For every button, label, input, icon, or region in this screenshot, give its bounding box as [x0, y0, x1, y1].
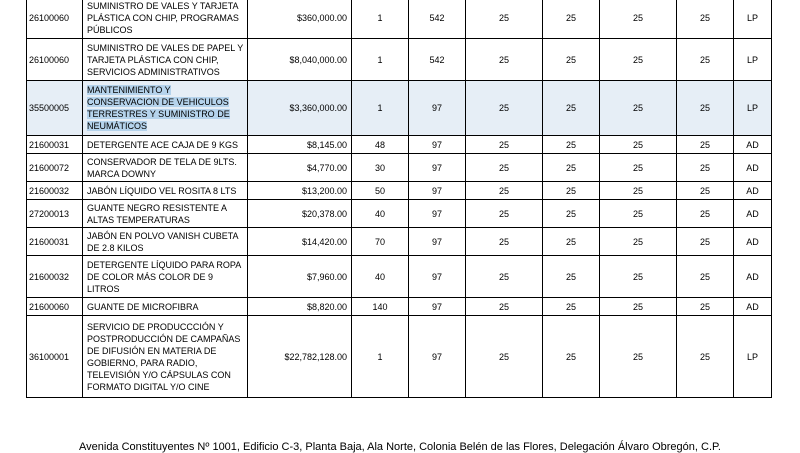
procurement-table — [26, 0, 772, 398]
clave-cell: 35500005 — [27, 81, 83, 136]
descripcion-cell: DETERGENTE LÍQUIDO PARA ROPA DE COLOR MÁS COLOR DE 9 LITROS — [83, 256, 248, 298]
tipo-cell: LP — [734, 316, 772, 398]
tipo-cell: AD — [734, 228, 772, 256]
value-cell: 25 — [677, 39, 734, 81]
value-cell: 97 — [409, 316, 466, 398]
value-cell: 25 — [466, 136, 543, 154]
descripcion-cell: DETERGENTE ACE CAJA DE 9 KGS — [83, 136, 248, 154]
value-cell: 1 — [352, 316, 409, 398]
table-row — [27, 0, 772, 39]
clave-cell: 21600060 — [27, 298, 83, 316]
value-cell: 70 — [352, 228, 409, 256]
descripcion-cell: JABÓN EN POLVO VANISH CUBETA DE 2.8 KILOS — [83, 228, 248, 256]
value-cell: 97 — [409, 182, 466, 200]
monto-cell: $3,360,000.00 — [248, 81, 352, 136]
value-cell: 48 — [352, 136, 409, 154]
tipo-cell: LP — [734, 39, 772, 81]
value-cell: 25 — [466, 0, 543, 39]
value-cell: 97 — [409, 200, 466, 228]
tipo-cell: AD — [734, 200, 772, 228]
table-row — [27, 182, 772, 200]
descripcion-cell: GUANTE NEGRO RESISTENTE A ALTAS TEMPERATURAS — [83, 200, 248, 228]
table-row — [27, 316, 772, 398]
value-cell: 25 — [677, 0, 734, 39]
value-cell: 25 — [677, 81, 734, 136]
value-cell: 25 — [543, 39, 600, 81]
monto-cell: $360,000.00 — [248, 0, 352, 39]
value-cell: 40 — [352, 200, 409, 228]
table-row — [27, 200, 772, 228]
value-cell: 542 — [409, 39, 466, 81]
value-cell: 30 — [352, 154, 409, 182]
value-cell: 1 — [352, 0, 409, 39]
tipo-cell: AD — [734, 182, 772, 200]
tipo-cell: AD — [734, 256, 772, 298]
descripcion-cell: SUMINISTRO DE VALES DE PAPEL Y TARJETA PLÁSTICA CON CHIP, SERVICIOS ADMINISTRATIVOS — [83, 39, 248, 81]
value-cell: 97 — [409, 298, 466, 316]
tipo-cell: LP — [734, 0, 772, 39]
value-cell: 40 — [352, 256, 409, 298]
value-cell: 25 — [600, 228, 677, 256]
value-cell: 97 — [409, 154, 466, 182]
value-cell: 25 — [600, 316, 677, 398]
monto-cell: $8,145.00 — [248, 136, 352, 154]
selected-text: MANTENIMIENTO Y CONSERVACION DE VEHICULOS TERRESTRES Y SUMINISTRO DE NEUMÁTICOS — [87, 85, 230, 131]
value-cell: 1 — [352, 81, 409, 136]
table-row — [27, 39, 772, 81]
value-cell: 25 — [677, 228, 734, 256]
value-cell: 25 — [543, 136, 600, 154]
value-cell: 25 — [677, 154, 734, 182]
clave-cell: 21600072 — [27, 154, 83, 182]
value-cell: 25 — [677, 182, 734, 200]
value-cell: 25 — [543, 228, 600, 256]
clave-cell: 26100060 — [27, 0, 83, 39]
value-cell: 50 — [352, 182, 409, 200]
table-row-selected — [27, 81, 772, 136]
value-cell: 25 — [600, 81, 677, 136]
clave-cell: 36100001 — [27, 316, 83, 398]
value-cell: 25 — [543, 182, 600, 200]
monto-cell: $8,820.00 — [248, 298, 352, 316]
tipo-cell: AD — [734, 154, 772, 182]
value-cell: 25 — [600, 256, 677, 298]
tipo-cell: AD — [734, 298, 772, 316]
value-cell: 25 — [466, 39, 543, 81]
clave-cell: 21600032 — [27, 256, 83, 298]
value-cell: 140 — [352, 298, 409, 316]
descripcion-cell: GUANTE DE MICROFIBRA — [83, 298, 248, 316]
value-cell: 25 — [600, 136, 677, 154]
tipo-cell: AD — [734, 136, 772, 154]
value-cell: 25 — [600, 182, 677, 200]
page-footer-address: Avenida Constituyentes Nº 1001, Edificio C-3, Planta Baja, Ala Norte, Colonia Belén de las Flores, Delegación Álvaro Obregón, C.P. — [79, 441, 721, 453]
value-cell: 25 — [543, 0, 600, 39]
table-row — [27, 228, 772, 256]
descripcion-cell: SERVICIO DE PRODUCCCIÓN Y POSTPRODUCCIÓN DE CAMPAÑAS DE DIFUSIÓN EN MATERIA DE GOBIERNO, PARA RADIO, TELEVISIÓN Y/O CÁPSULAS CON FORMATO DIGITAL Y/O CINE — [83, 316, 248, 398]
value-cell: 542 — [409, 0, 466, 39]
table-row — [27, 136, 772, 154]
descripcion-cell — [83, 81, 248, 136]
value-cell: 25 — [543, 256, 600, 298]
value-cell: 25 — [466, 228, 543, 256]
value-cell: 1 — [352, 39, 409, 81]
value-cell: 25 — [600, 298, 677, 316]
value-cell: 25 — [466, 200, 543, 228]
value-cell: 25 — [466, 256, 543, 298]
clave-cell: 21600031 — [27, 228, 83, 256]
value-cell: 97 — [409, 256, 466, 298]
table-row — [27, 154, 772, 182]
value-cell: 25 — [677, 200, 734, 228]
value-cell: 25 — [466, 154, 543, 182]
clave-cell: 27200013 — [27, 200, 83, 228]
descripcion-cell: CONSERVADOR DE TELA DE 9LTS. MARCA DOWNY — [83, 154, 248, 182]
value-cell: 25 — [543, 298, 600, 316]
descripcion-cell: JABÓN LÍQUIDO VEL ROSITA 8 LTS — [83, 182, 248, 200]
value-cell: 25 — [466, 81, 543, 136]
value-cell: 97 — [409, 81, 466, 136]
monto-cell: $13,200.00 — [248, 182, 352, 200]
value-cell: 25 — [543, 200, 600, 228]
value-cell: 97 — [409, 136, 466, 154]
value-cell: 25 — [677, 256, 734, 298]
descripcion-cell: SUMINISTRO DE VALES Y TARJETA PLÁSTICA CON CHIP, PROGRAMAS PÚBLICOS — [83, 0, 248, 39]
monto-cell: $22,782,128.00 — [248, 316, 352, 398]
value-cell: 97 — [409, 228, 466, 256]
clave-cell: 26100060 — [27, 39, 83, 81]
value-cell: 25 — [466, 298, 543, 316]
value-cell: 25 — [543, 154, 600, 182]
value-cell: 25 — [600, 0, 677, 39]
value-cell: 25 — [466, 182, 543, 200]
monto-cell: $20,378.00 — [248, 200, 352, 228]
clave-cell: 21600031 — [27, 136, 83, 154]
value-cell: 25 — [543, 316, 600, 398]
value-cell: 25 — [677, 298, 734, 316]
value-cell: 25 — [677, 136, 734, 154]
value-cell: 25 — [600, 154, 677, 182]
value-cell: 25 — [466, 316, 543, 398]
value-cell: 25 — [543, 81, 600, 136]
monto-cell: $14,420.00 — [248, 228, 352, 256]
table-row — [27, 256, 772, 298]
value-cell: 25 — [600, 39, 677, 81]
monto-cell: $7,960.00 — [248, 256, 352, 298]
value-cell: 25 — [677, 316, 734, 398]
value-cell: 25 — [600, 200, 677, 228]
monto-cell: $8,040,000.00 — [248, 39, 352, 81]
monto-cell: $4,770.00 — [248, 154, 352, 182]
table-row — [27, 298, 772, 316]
tipo-cell: LP — [734, 81, 772, 136]
clave-cell: 21600032 — [27, 182, 83, 200]
